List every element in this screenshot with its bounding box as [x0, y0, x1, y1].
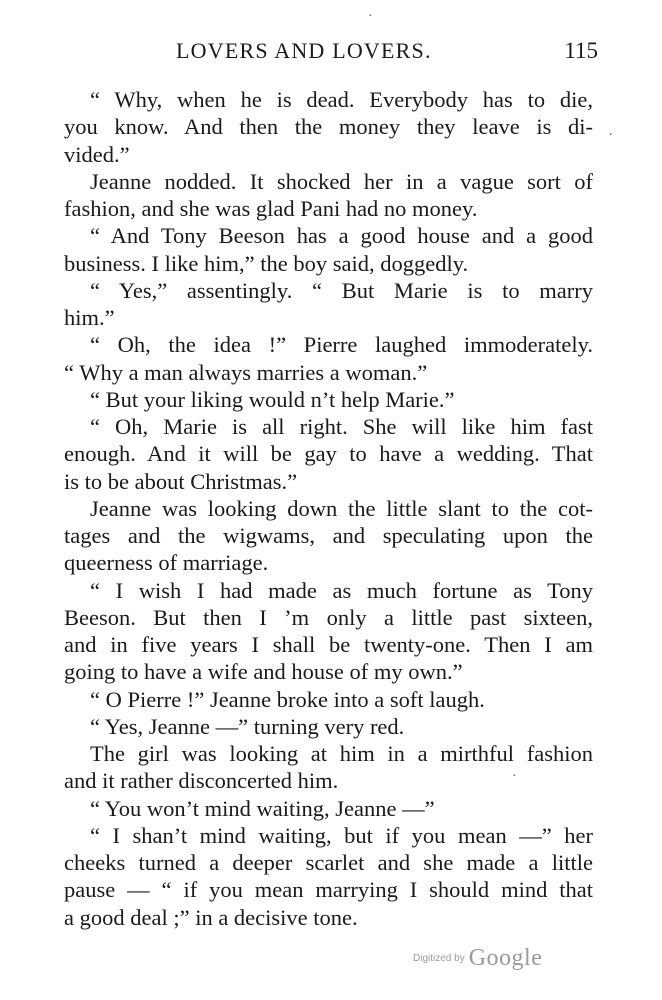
text-line: “ Oh, the idea !” Pierre laughed immoderately. — [90, 332, 593, 358]
ink-speck: · — [512, 769, 517, 784]
text-line: The girl was looking at him in a mirthful fashion — [90, 741, 593, 766]
text-line: “ Oh, Marie is all right. She will like him fast — [90, 414, 593, 439]
ink-speck: · — [368, 9, 373, 24]
running-title: LOVERS AND LOVERS. — [176, 38, 432, 63]
text-line: “ O Pierre !” Jeanne broke into a soft laugh. — [90, 686, 485, 712]
text-line: Beeson. But then I ’m only a little past sixteen, — [64, 604, 593, 630]
text-line: “ I wish I had made as much fortune as Tony — [90, 577, 593, 603]
text-line: pause — “ if you mean marrying I should mind that — [64, 877, 593, 903]
text-line: you know. And then the money they leave is di- — [64, 114, 593, 140]
text-line: is to be about Christmas.” — [64, 468, 298, 494]
text-line: “ You won’t mind waiting, Jeanne —” — [90, 795, 435, 821]
text-line: Jeanne nodded. It shocked her in a vague sort of — [90, 168, 593, 194]
text-line: vided.” — [64, 141, 130, 167]
page-header — [64, 36, 598, 66]
body-text — [64, 86, 593, 931]
text-line: business. I like him,” the boy said, doggedly. — [64, 250, 469, 276]
text-line: tages and the wigwams, and speculating upon the — [64, 523, 593, 548]
text-line: “ I shan’t mind waiting, but if you mean —” her — [90, 822, 593, 848]
text-line: fashion, and she was glad Pani had no money. — [64, 196, 478, 221]
text-line: enough. And it will be gay to have a wedding. That — [64, 441, 593, 467]
text-line: queerness of marriage. — [64, 550, 269, 576]
google-logo: Google — [468, 945, 543, 971]
text-line: “ Yes,” assentingly. “ But Marie is to marry — [90, 277, 593, 303]
text-line: cheeks turned a deeper scarlet and she made a little — [64, 850, 593, 875]
text-line: “ Why, when he is dead. Everybody has to die, — [90, 87, 593, 112]
text-line: a good deal ;” in a decisive tone. — [64, 904, 358, 930]
text-line: and it rather disconcerted him. — [64, 768, 339, 794]
text-line: “ Yes, Jeanne —” turning very red. — [90, 713, 405, 739]
text-line: “ Why a man always marries a woman.” — [64, 359, 428, 385]
text-line: “ And Tony Beeson has a good house and a good — [90, 223, 593, 249]
text-line: him.” — [64, 305, 115, 330]
text-line: going to have a wife and house of my own.” — [64, 659, 463, 685]
page-number: 115 — [564, 38, 598, 63]
text-line: “ But your liking would n’t help Marie.” — [90, 386, 455, 412]
text-line: and in five years I shall be twenty-one. Then I am — [64, 632, 593, 657]
watermark-prefix: Digitized by — [413, 953, 465, 964]
ink-speck: . — [609, 124, 613, 139]
text-line: Jeanne was looking down the little slant to the cot- — [90, 495, 593, 521]
digitized-watermark — [413, 945, 542, 975]
